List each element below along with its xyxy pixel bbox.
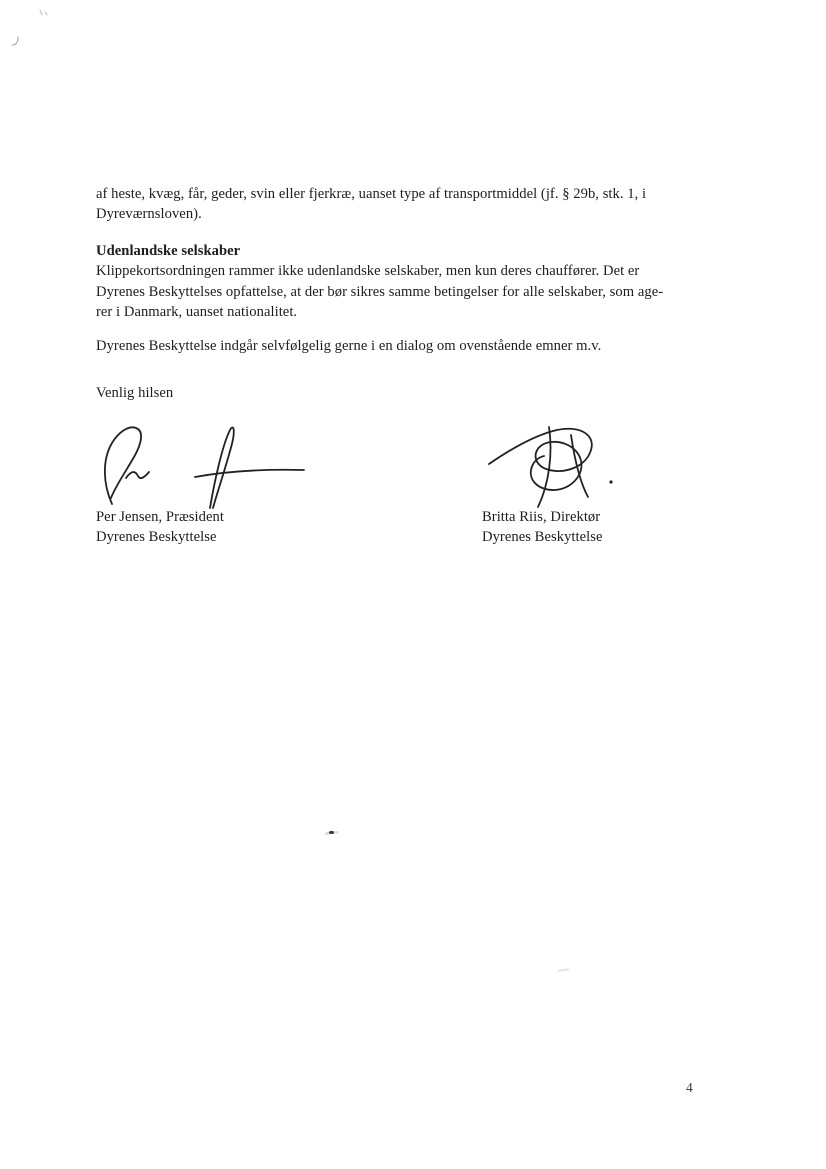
signatory-right — [482, 507, 603, 548]
page-number: 4 — [686, 1080, 693, 1095]
section-foreign-companies — [96, 241, 744, 323]
closing-salutation — [96, 383, 744, 403]
paragraph-dialog — [96, 336, 744, 356]
signatory-left — [96, 507, 224, 548]
signatory-organization: Dyrenes Beskyttelse — [96, 529, 217, 546]
paragraph-dialog-line: Dyrenes Beskyttelse indgår selvfølgelig gerne i en dialog om ovenstående emner m.v. — [96, 338, 602, 354]
signatory-name: Per Jensen, Præsident — [96, 509, 224, 525]
section-body-line: Klippekortsordningen rammer ikke udenlandske selskaber, men kun deres chauffører. Det er — [96, 263, 640, 280]
britta-riis-handwritten-signature-icon — [483, 418, 623, 512]
closing-line: Venlig hilsen — [96, 385, 174, 401]
section-body-line: rer i Danmark, uanset nationalitet. — [96, 304, 298, 321]
signatory-organization: Dyrenes Beskyttelse — [482, 529, 603, 546]
scan-artifact-speck — [36, 8, 50, 20]
paragraph-intro — [96, 184, 744, 225]
paragraph-intro-line: Dyreværnsloven). — [96, 206, 202, 223]
section-body-line: Dyrenes Beskyttelses opfattelse, at der bør sikres samme betingelser for alle selskaber, som age- — [96, 283, 664, 300]
paragraph-intro-line: af heste, kvæg, får, geder, svin eller fjerkræ, uanset type af transportmiddel (jf. § 29b, stk. 1, i — [96, 186, 647, 202]
signatory-name: Britta Riis, Direktør — [482, 509, 601, 525]
scan-artifact-dot — [329, 831, 334, 834]
scan-artifact-smudge — [558, 968, 569, 972]
section-heading: Udenlandske selskaber — [96, 243, 241, 259]
scan-artifact-speck — [11, 36, 21, 48]
per-jensen-handwritten-signature-icon — [98, 424, 313, 510]
